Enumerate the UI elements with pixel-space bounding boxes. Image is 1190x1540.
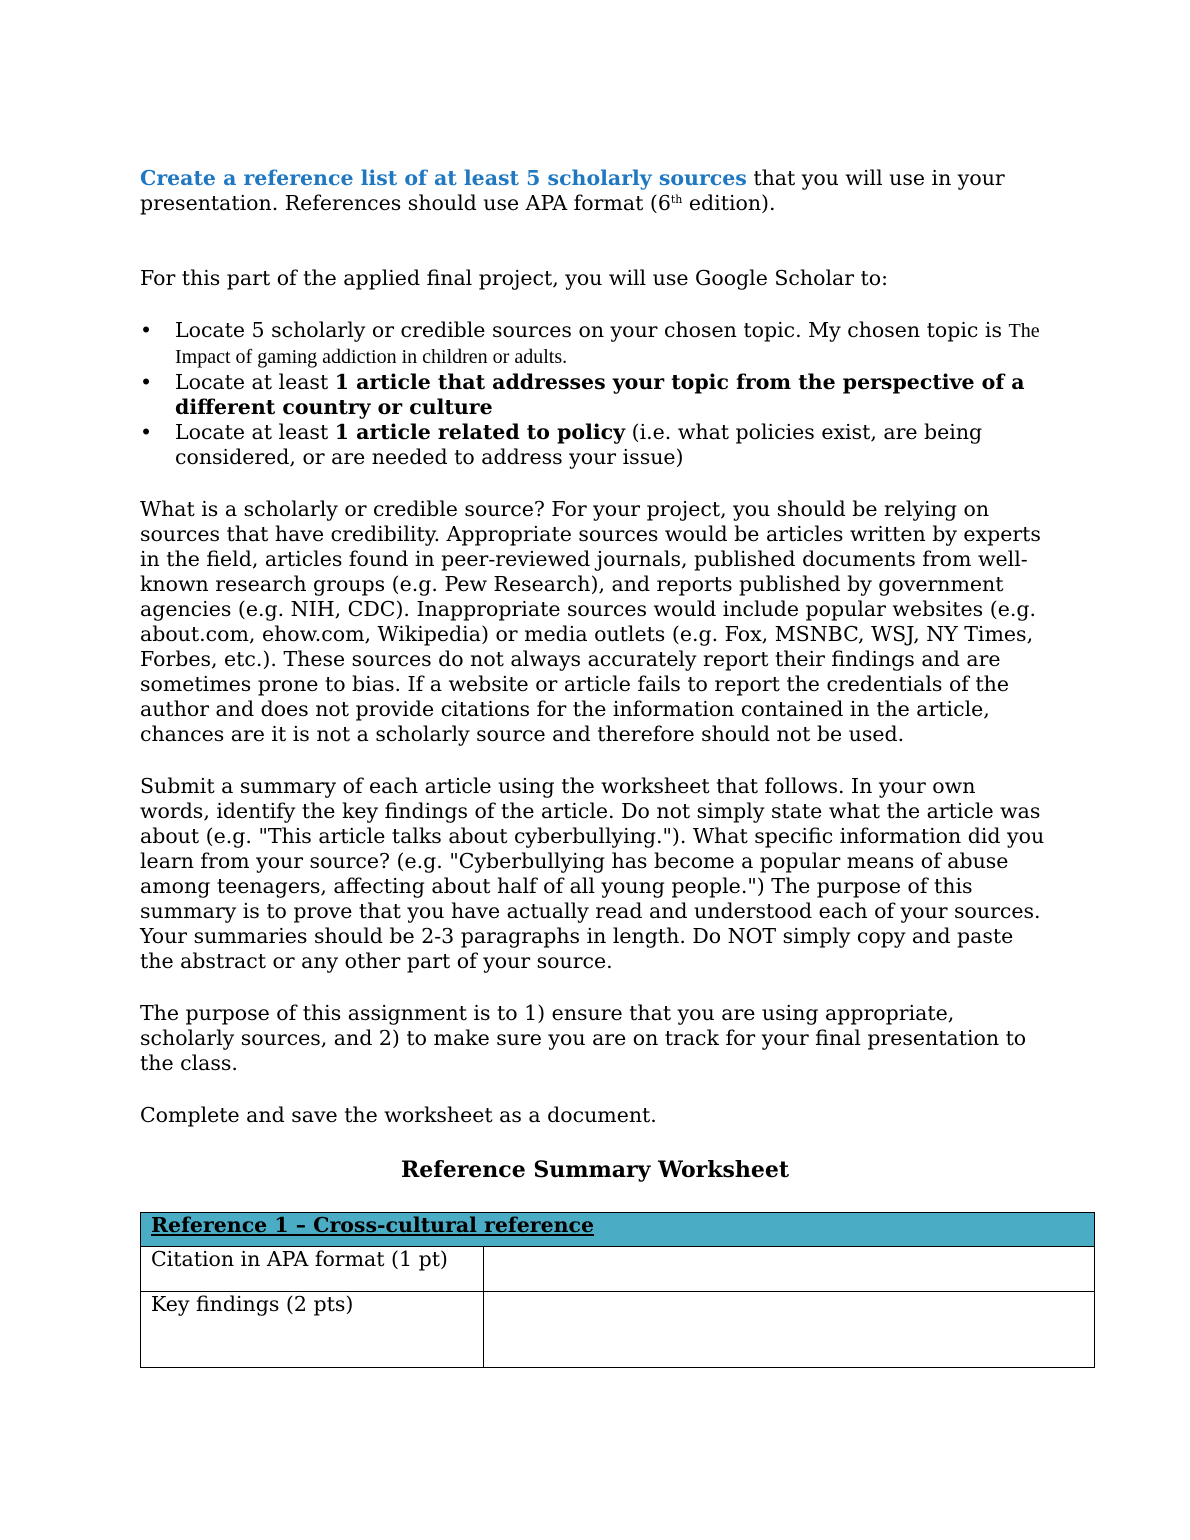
scholarly-source-paragraph: What is a scholarly or credible source? For your project, you should be relying on sources that have credibility. Appropriate sources would be articles written by experts in the field, articles found in peer-reviewed journals, published documents from well-known research groups (e.g. Pew Research), and reports published by government agencies (e.g. NIH, CDC). Inappropriate sources would include popular websites (e.g. about.com, ehow.com, Wikipedia) or media outlets (e.g. Fox, MSNBC, WSJ, NY Times, Forbes, etc.). These sources do not always accurately report their findings and are sometimes prone to bias. If a website or article fails to report the credentials of the author and does not provide citations for the information contained in the article, chances are it is not a scholarly source and therefore should not be used. bbox=[140, 497, 1041, 746]
intro-text: that you will use in your presentation. References should use APA format (6 bbox=[140, 166, 1005, 215]
lead-paragraph: For this part of the applied final project, you will use Google Scholar to: bbox=[140, 266, 889, 290]
summary-instructions-paragraph: Submit a summary of each article using the worksheet that follows. In your own words, identify the key findings of the article. Do not simply state what the article was about (e.g. "This article talks about cyberbullying."). What specific information did you learn from your source? (e.g. "Cyberbullying has become a popular means of abuse among teenagers, affecting about half of all young people.") The purpose of this summary is to prove that you have actually read and understood each of your sources. Your summaries should be 2-3 paragraphs in length. Do NOT simply copy and paste the abstract or any other part of your source. bbox=[140, 774, 1045, 973]
bullet-icon: • bbox=[140, 370, 153, 394]
list-item-text: Locate 5 scholarly or credible sources on your chosen topic. My chosen topic is bbox=[175, 318, 1009, 342]
reference-1-header: Reference 1 – Cross-cultural reference bbox=[141, 1213, 1095, 1247]
worksheet-title: Reference Summary Worksheet bbox=[400, 1157, 790, 1183]
list-item-text: Locate at least bbox=[175, 420, 335, 444]
bullet-icon: • bbox=[140, 420, 153, 444]
list-item-emphasis: 1 article related to policy bbox=[334, 420, 626, 444]
ordinal-suffix: th bbox=[670, 193, 683, 206]
list-item-text-end: (i.e. what policies exist, are being considered, or are needed to address your issue) bbox=[175, 420, 983, 469]
key-findings-label: Key findings (2 pts) bbox=[141, 1292, 484, 1368]
intro-paragraph bbox=[140, 166, 1050, 216]
citation-input-cell[interactable] bbox=[484, 1247, 1095, 1292]
reference-table bbox=[140, 1212, 1095, 1368]
list-item bbox=[140, 420, 1050, 470]
complete-instruction: Complete and save the worksheet as a document. bbox=[140, 1103, 657, 1127]
list-item-text: Locate at least bbox=[175, 370, 335, 394]
table-row bbox=[141, 1292, 1095, 1368]
key-findings-input-cell[interactable] bbox=[484, 1292, 1095, 1368]
intro-highlight: Create a reference list of at least 5 scholarly sources bbox=[140, 166, 747, 190]
chosen-topic: The Impact of gaming addiction in children or adults. bbox=[175, 320, 1040, 368]
table-row bbox=[141, 1247, 1095, 1292]
task-list bbox=[140, 318, 1050, 470]
table-header-row bbox=[141, 1213, 1095, 1247]
list-item bbox=[140, 370, 1050, 420]
purpose-paragraph: The purpose of this assignment is to 1) ensure that you are using appropriate, scholarly sources, and 2) to make sure you are on track for your final presentation to the class. bbox=[140, 1001, 1027, 1075]
list-item-emphasis: 1 article that addresses your topic from the perspective of a different country or culture bbox=[175, 370, 1025, 419]
document-page bbox=[140, 166, 1050, 1368]
bullet-icon: • bbox=[140, 318, 153, 342]
intro-text-end: edition). bbox=[682, 191, 776, 215]
list-item bbox=[140, 318, 1050, 370]
citation-label: Citation in APA format (1 pt) bbox=[141, 1247, 484, 1292]
